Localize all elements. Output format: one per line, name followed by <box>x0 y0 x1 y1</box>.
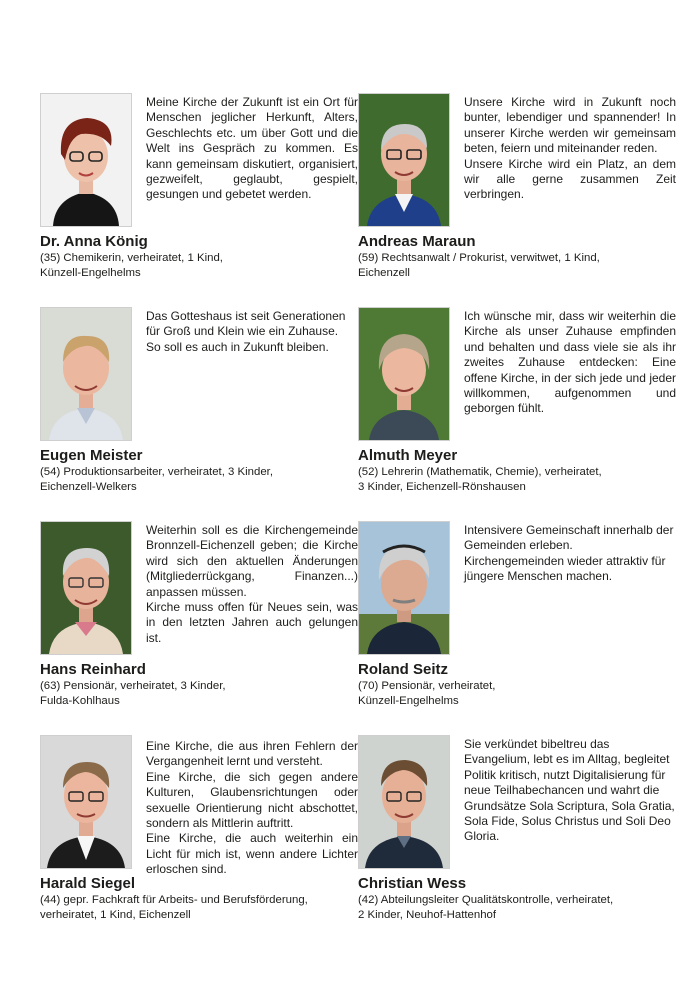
quote-paragraph: Eine Kirche, die sich gegen andere Kulturen, Glaubensrichtungen oder sexuelle Orientierung nicht abschottet, sondern als Mittlerin auftritt. <box>146 769 358 831</box>
candidate-quote <box>464 309 676 417</box>
info-line: (63) Pensionär, verheiratet, 3 Kinder, <box>40 680 226 692</box>
candidate-name: Christian Wess <box>358 875 467 892</box>
quote-paragraph: Weiterhin soll es die Kirchengemeinde Bronnzell-Eichenzell geben; die Kirche wird sich den aktuellen Änderungen (Mitgliederrückgang, Finanzen...) anpassen müssen. <box>146 523 358 599</box>
candidate-info <box>40 251 340 281</box>
candidate-quote <box>464 523 676 585</box>
quote-paragraph: Sie verkündet bibeltreu das Evangelium, lebt es im Alltag, begleitet Politik kritisch, nutzt Digitalisierung für neue Teilhabechancen und wahrt die Grundsätze Sola Scriptura, Sola Gratia, Sola Fide, Solus Christus und Soli Deo Gloria. <box>464 737 675 844</box>
portrait-man-icon <box>359 94 449 226</box>
info-line: (52) Lehrerin (Mathematik, Chemie), verheiratet, <box>358 466 602 478</box>
info-line: verheiratet, 1 Kind, Eichenzell <box>40 909 191 921</box>
info-line: (35) Chemikerin, verheiratet, 1 Kind, <box>40 252 223 264</box>
candidate-quote <box>146 739 358 878</box>
quote-paragraph: Unsere Kirche wird in Zukunft noch bunter, lebendiger und spannender! In unserer Kirche werden wir gemeinsam beten, feiern und miteinander reden. <box>464 95 676 156</box>
info-line: Künzell-Engelhelms <box>40 267 141 279</box>
quote-paragraph: Unsere Kirche wird ein Platz, an dem wir alle gerne zusammen Zeit verbringen. <box>464 156 676 202</box>
candidate-quote <box>146 95 358 203</box>
info-line: Künzell-Engelhelms <box>358 695 459 707</box>
candidate-name: Hans Reinhard <box>40 661 146 678</box>
candidate-quote <box>464 95 676 203</box>
quote-paragraph: Kirche muss offen für Neues sein, was in den letzten Jahren auch gelungen ist. <box>146 600 358 645</box>
portrait-man-icon <box>41 308 131 440</box>
portrait-photo <box>358 521 450 655</box>
candidate-quote <box>464 737 676 845</box>
quote-paragraph: Kirchengemeinden wieder attraktiv für jüngere Menschen machen. <box>464 553 666 584</box>
candidate-info <box>358 465 658 495</box>
portrait-woman-icon <box>359 308 449 440</box>
info-line: (70) Pensionär, verheiratet, <box>358 680 496 692</box>
portrait-photo <box>358 307 450 441</box>
portrait-man-icon <box>41 736 131 868</box>
candidate-name: Harald Siegel <box>40 875 136 892</box>
candidate-info <box>358 679 658 709</box>
info-line: Fulda-Kohlhaus <box>40 695 120 707</box>
portrait-photo <box>358 735 450 869</box>
candidate-quote <box>146 523 358 646</box>
info-line: (54) Produktionsarbeiter, verheiratet, 3 Kinder, <box>40 466 274 478</box>
info-line: Eichenzell-Welkers <box>40 481 137 493</box>
info-line: 3 Kinder, Eichenzell-Rönshausen <box>358 481 526 493</box>
portrait-photo <box>40 307 132 441</box>
candidate-info <box>358 251 658 281</box>
portrait-woman-icon <box>41 94 131 226</box>
candidate-info <box>40 893 340 923</box>
candidate-info <box>358 893 658 923</box>
quote-paragraph: Meine Kirche der Zukunft ist ein Ort für Menschen jeglicher Herkunft, Alters, Geschlechts etc. um über Gott und die Welt ins Gespräch zu kommen. Es kann gemeinsam diskutiert, organisiert, gezweifelt, geglaubt, gespielt, gesungen und gebetet werden. <box>146 95 358 202</box>
quote-paragraph: So soll es auch in Zukunft bleiben. <box>146 339 329 354</box>
candidate-quote <box>146 309 358 355</box>
candidate-name: Dr. Anna König <box>40 233 148 250</box>
portrait-man-icon <box>41 522 131 654</box>
portrait-photo <box>40 521 132 655</box>
info-line: (59) Rechtsanwalt / Prokurist, verwitwet, 1 Kind, <box>358 252 600 264</box>
portrait-man-icon <box>359 522 449 654</box>
portrait-photo <box>358 93 450 227</box>
portrait-photo <box>40 735 132 869</box>
candidate-name: Roland Seitz <box>358 661 449 678</box>
info-line: (44) gepr. Fachkraft für Arbeits- und Berufsförderung, <box>40 894 308 906</box>
quote-paragraph: Eine Kirche, die auch weiterhin ein Licht für mich ist, wenn andere Lichter erloschen sind. <box>146 831 358 877</box>
candidate-name: Almuth Meyer <box>358 447 458 464</box>
candidate-name: Andreas Maraun <box>358 233 476 250</box>
candidate-name: Eugen Meister <box>40 447 143 464</box>
quote-paragraph: Intensivere Gemeinschaft innerhalb der Gemeinden erleben. <box>464 523 674 553</box>
quote-paragraph: Ich wünsche mir, dass wir weiterhin die Kirche als unser Zuhause empfinden und behalten und dass viele sie als ihr zweites Zuhause entdecken: Eine offene Kirche, in der sich jede und jeder willkommen, aufgenommen und geborgen fühlt. <box>464 309 676 416</box>
portrait-man-icon <box>359 736 449 868</box>
info-line: (42) Abteilungsleiter Qualitätskontrolle, verheiratet, <box>358 894 614 906</box>
info-line: 2 Kinder, Neuhof-Hattenhof <box>358 909 497 921</box>
info-line: Eichenzell <box>358 267 410 279</box>
candidate-info <box>40 465 340 495</box>
quote-paragraph: Eine Kirche, die aus ihren Fehlern der Vergangenheit lernt und versteht. <box>146 739 358 769</box>
candidate-info <box>40 679 340 709</box>
quote-paragraph: Das Gotteshaus ist seit Generationen für Groß und Klein wie ein Zuhause. <box>146 309 346 339</box>
portrait-photo <box>40 93 132 227</box>
